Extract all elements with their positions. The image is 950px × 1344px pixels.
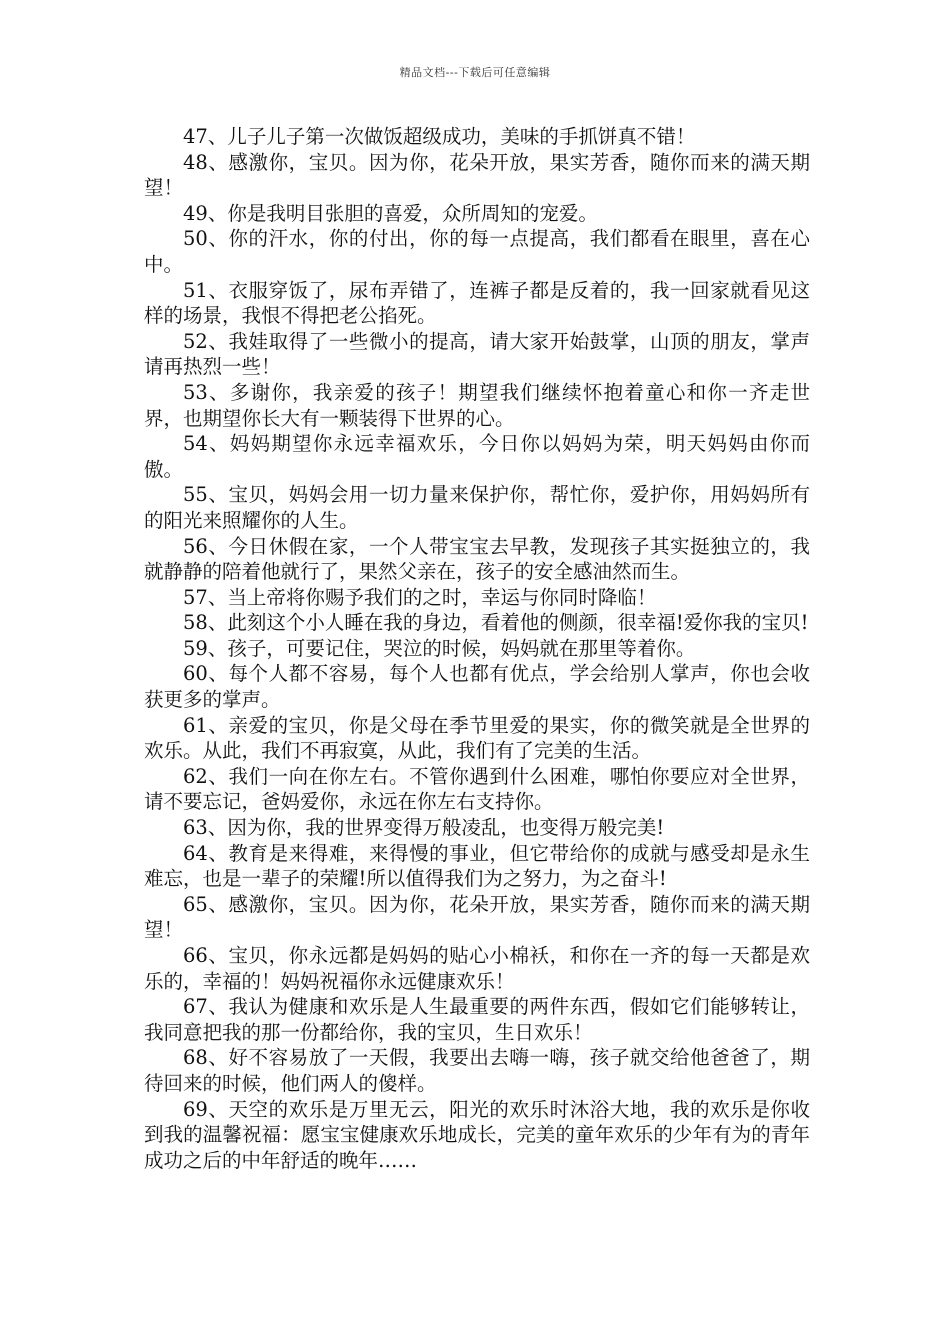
paragraph-68: 68、好不容易放了一天假，我要出去嗨一嗨，孩子就交给他爸爸了，期待回来的时候，他们两人的傻样。 <box>144 1046 810 1095</box>
paragraph-48: 48、感激你，宝贝。因为你，花朵开放，果实芳香，随你而来的满天期望！ <box>144 150 810 200</box>
document-body <box>144 124 810 1173</box>
paragraph-54: 54、妈妈期望你永远幸福欢乐，今日你以妈妈为荣，明天妈妈由你而傲。 <box>144 432 810 481</box>
paragraph-55: 55、宝贝，妈妈会用一切力量来保护你，帮忙你，爱护你，用妈妈所有的阳光来照耀你的人生。 <box>144 483 810 532</box>
paragraph-56: 56、今日休假在家，一个人带宝宝去早教，发现孩子其实挺独立的，我就静静的陪着他就行了，果然父亲在，孩子的安全感油然而生。 <box>144 534 810 584</box>
paragraph-62: 62、我们一向在你左右。不管你遇到什么困难，哪怕你要应对全世界，请不要忘记，爸妈爱你，永远在你左右支持你。 <box>144 764 810 814</box>
paragraph-51: 51、衣服穿饭了，尿布弄错了，连裤子都是反着的，我一回家就看见这样的场景，我恨不得把老公掐死。 <box>144 278 810 328</box>
paragraph-64: 64、教育是来得难，来得慢的事业，但它带给你的成就与感受却是永生难忘，也是一辈子的荣耀!所以值得我们为之努力，为之奋斗! <box>144 841 810 891</box>
paragraph-63: 63、因为你，我的世界变得万般凌乱，也变得万般完美! <box>183 816 665 840</box>
paragraph-59: 59、孩子，可要记住，哭泣的时候，妈妈就在那里等着你。 <box>183 636 696 660</box>
paragraph-49: 49、你是我明目张胆的喜爱，众所周知的宠爱。 <box>183 201 598 225</box>
paragraph-67: 67、我认为健康和欢乐是人生最重要的两件东西，假如它们能够转让，我同意把我的那一份都给你，我的宝贝，生日欢乐！ <box>144 995 810 1044</box>
paragraph-53: 53、多谢你，我亲爱的孩子！期望我们继续怀抱着童心和你一齐走世界，也期望你长大有一颗装得下世界的心。 <box>144 380 810 430</box>
paragraph-60: 60、每个人都不容易，每个人也都有优点，学会给别人掌声，你也会收获更多的掌声。 <box>144 662 810 712</box>
paragraph-50: 50、你的汗水，你的付出，你的每一点提高，我们都看在眼里，喜在心中。 <box>144 227 810 276</box>
paragraph-58: 58、此刻这个小人睡在我的身边，看着他的侧颜，很幸福!爱你我的宝贝! <box>183 611 809 635</box>
paragraph-61: 61、亲爱的宝贝，你是父母在季节里爱的果实，你的微笑就是全世界的欢乐。从此，我们不再寂寞，从此，我们有了完美的生活。 <box>144 713 810 763</box>
page-header: 精品文档---下载后可任意编辑 <box>399 66 551 79</box>
paragraph-47: 47、儿子儿子第一次做饭超级成功，美味的手抓饼真不错！ <box>183 125 696 148</box>
paragraph-57: 57、当上帝将你赐予我们的之时，幸运与你同时降临！ <box>183 585 657 609</box>
paragraph-65: 65、感激你，宝贝。因为你，花朵开放，果实芳香，随你而来的满天期望！ <box>144 892 810 942</box>
paragraph-52: 52、我娃取得了一些微小的提高，请大家开始鼓掌，山顶的朋友，掌声请再热烈一些！ <box>144 329 810 379</box>
paragraph-69: 69、天空的欢乐是万里无云，阳光的欢乐时沐浴大地，我的欢乐是你收到我的温馨祝福：愿宝宝健康欢乐地成长，完美的童年欢乐的少年有为的青年成功之后的中年舒适的晚年…… <box>144 1097 810 1172</box>
paragraph-66: 66、宝贝，你永远都是妈妈的贴心小棉袄，和你在一齐的每一天都是欢乐的，幸福的！妈妈祝福你永远健康欢乐！ <box>144 944 810 993</box>
